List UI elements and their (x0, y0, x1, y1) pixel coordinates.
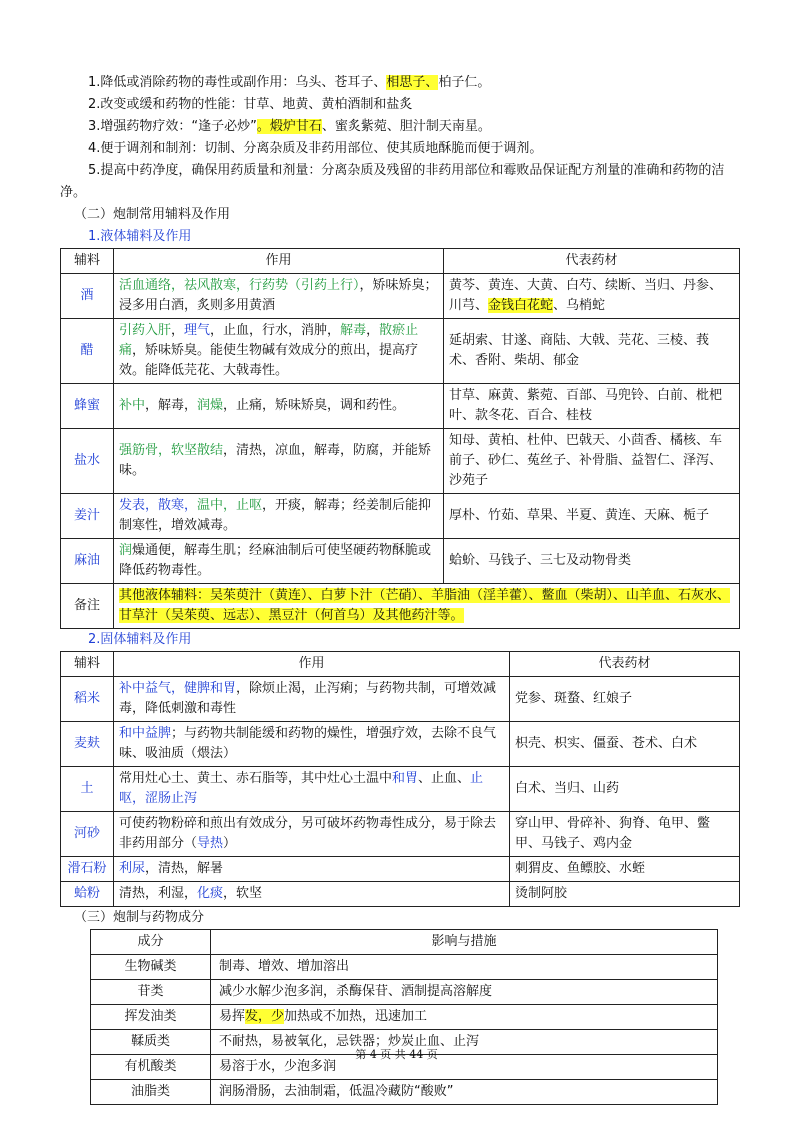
row-text: 不耐热，易被氧化，忌铁器；炒炭止血、止泻 (211, 1030, 718, 1055)
row-name: 河砂 (61, 812, 114, 857)
row-effect: 补中益气，健脾和胃，除烦止渴，止泻痢；与药物共制，可增效减毒，降低刺激和毒性 (114, 677, 510, 722)
table-header-row (91, 930, 718, 955)
row-name: 有机酸类 (91, 1055, 211, 1080)
header-cell: 辅料 (61, 652, 114, 677)
row-name: 麻油 (61, 539, 114, 584)
intro-item-4: 4.便于调剂和制剂：切制、分离杂质及非药用部位、使其质地酥脆而便于调剂。 (88, 141, 543, 156)
table-row (61, 812, 740, 857)
row-herbs: 知母、黄柏、杜仲、巴戟天、小茴香、橘核、车前子、砂仁、菟丝子、补骨脂、益智仁、泽泻、沙苑子 (444, 429, 740, 494)
table-row (61, 882, 740, 907)
row-effect: 清热，利湿，化痰，软坚 (114, 882, 510, 907)
row-name: 蛤粉 (61, 882, 114, 907)
highlight: 金钱白花蛇 (488, 298, 554, 313)
row-herbs: 党参、斑蝥、红娘子 (510, 677, 740, 722)
row-herbs: 枳壳、枳实、僵蚕、苍术、白术 (510, 722, 740, 767)
row-effect: 引药入肝，理气，止血，行水，消肿，解毒，散瘀止痛，矫味矫臭。能使生物碱有效成分的煎出，提高疗效。能降低芫花、大戟毒性。 (114, 319, 444, 384)
table-row (61, 274, 740, 319)
section-3-title: （三）炮制与药物成分 (74, 910, 205, 925)
row-name: 蜂蜜 (61, 384, 114, 429)
row-name: 醋 (61, 319, 114, 384)
row-name: 挥发油类 (91, 1005, 211, 1030)
header-cell: 辅料 (61, 249, 114, 274)
components-table (90, 929, 718, 1105)
table-row (61, 767, 740, 812)
row-effect: 补中，解毒，润燥，止痛，矫味矫臭，调和药性。 (114, 384, 444, 429)
row-herbs: 甘草、麻黄、紫菀、百部、马兜铃、白前、枇杷叶、款冬花、百合、桂枝 (444, 384, 740, 429)
row-name: 盐水 (61, 429, 114, 494)
table-row (61, 857, 740, 882)
row-effect: 活血通络，祛风散寒，行药势（引药上行），矫味矫臭；浸多用白酒，炙则多用黄酒 (114, 274, 444, 319)
row-effect: 发表，散寒，温中，止呕，开痰，解毒；经姜制后能抑制寒性，增效减毒。 (114, 494, 444, 539)
liquid-table (60, 248, 740, 629)
table-note-row (61, 584, 740, 629)
row-herbs: 蛤蚧、马钱子、三七及动物骨类 (444, 539, 740, 584)
table-row (61, 384, 740, 429)
row-name: 土 (61, 767, 114, 812)
row-herbs: 烫制阿胶 (510, 882, 740, 907)
header-cell: 影响与措施 (211, 930, 718, 955)
section-2-title: （二）炮制常用辅料及作用 (74, 207, 231, 222)
row-herbs: 延胡索、甘遂、商陆、大戟、芫花、三棱、莪术、香附、柴胡、郁金 (444, 319, 740, 384)
table-row (91, 1080, 718, 1105)
row-herbs: 厚朴、竹茹、草果、半夏、黄连、天麻、栀子 (444, 494, 740, 539)
intro-item-5: 5.提高中药净度，确保用药质量和剂量：分离杂质及残留的非药用部位和霉败品保证配方剂量的准确和药物的洁净。 (60, 163, 725, 200)
row-effect: 利尿，清热，解暑 (114, 857, 510, 882)
row-herbs: 黄芩、黄连、大黄、白芍、续断、当归、丹参、川芎、金钱白花蛇、乌梢蛇 (444, 274, 740, 319)
row-text: 易溶于水，少泡多润 (211, 1055, 718, 1080)
row-effect: 润燥通便，解毒生肌；经麻油制后可使坚硬药物酥脆或降低药物毒性。 (114, 539, 444, 584)
row-name: 稻米 (61, 677, 114, 722)
row-name: 麦麸 (61, 722, 114, 767)
row-name: 鞣质类 (91, 1030, 211, 1055)
table-row (91, 1005, 718, 1030)
liquid-subtitle: 1.液体辅料及作用 (88, 229, 192, 244)
header-cell: 作用 (114, 249, 444, 274)
header-cell: 成分 (91, 930, 211, 955)
table-row (61, 494, 740, 539)
row-effect: 和中益脾；与药物共制能缓和药物的燥性，增强疗效，去除不良气味、吸油质（煨法） (114, 722, 510, 767)
header-cell: 作用 (114, 652, 510, 677)
table-row (91, 980, 718, 1005)
row-text: 润肠滑肠，去油制霜，低温冷藏防“酸败” (211, 1080, 718, 1105)
highlight: 。煅炉甘石 (256, 119, 322, 134)
table-row (61, 539, 740, 584)
page-footer: 第 4 页 共 44 页 (355, 1048, 438, 1061)
intro-item-3: 3.增强药物疗效：“逢子必炒”。煅炉甘石、蜜炙紫菀、胆汁制天南星。 (88, 119, 491, 134)
row-text: 制毒、增效、增加溶出 (211, 955, 718, 980)
table-row (61, 429, 740, 494)
intro-item-1: 1.降低或消除药物的毒性或副作用：乌头、苍耳子、相思子、柏子仁。 (88, 75, 491, 90)
row-effect: 常用灶心土、黄土、赤石脂等，其中灶心土温中和胃、止血、止呕，涩肠止泻 (114, 767, 510, 812)
solid-table (60, 651, 740, 907)
row-name: 苷类 (91, 980, 211, 1005)
note-text (114, 584, 740, 629)
document-page (60, 72, 740, 1105)
table-row (61, 319, 740, 384)
highlight: 其他液体辅料：吴茱萸汁（黄连）、白萝卜汁（芒硝）、羊脂油（淫羊藿）、鳖血（柴胡）、山羊血、石灰水、甘草汁（吴茱萸、远志）、黑豆汁（何首乌）及其他药汁等。 (119, 588, 731, 623)
table-row (91, 955, 718, 980)
row-text: 减少水解少泡多润，杀酶保苷、酒制提高溶解度 (211, 980, 718, 1005)
header-cell: 代表药材 (444, 249, 740, 274)
row-text: 易挥发，少加热或不加热，迅速加工 (211, 1005, 718, 1030)
header-cell: 代表药材 (510, 652, 740, 677)
row-herbs: 白术、当归、山药 (510, 767, 740, 812)
row-name: 姜汁 (61, 494, 114, 539)
row-name: 生物碱类 (91, 955, 211, 980)
table-row (61, 677, 740, 722)
table-row (61, 722, 740, 767)
row-effect: 可使药物粉碎和煎出有效成分，另可破坏药物毒性成分，易于除去非药用部分（导热） (114, 812, 510, 857)
intro-item-2: 2.改变或缓和药物的性能：甘草、地黄、黄柏酒制和盐炙 (88, 97, 413, 112)
row-herbs: 穿山甲、骨碎补、狗脊、龟甲、鳖甲、马钱子、鸡内金 (510, 812, 740, 857)
row-name: 油脂类 (91, 1080, 211, 1105)
row-name: 滑石粉 (61, 857, 114, 882)
note-label: 备注 (61, 584, 114, 629)
highlight: 发，少 (245, 1009, 285, 1024)
table-header-row (61, 249, 740, 274)
solid-subtitle: 2.固体辅料及作用 (88, 632, 192, 647)
highlight: 相思子、 (386, 75, 439, 90)
table-header-row (61, 652, 740, 677)
row-effect: 强筋骨，软坚散结，清热，凉血，解毒，防腐，并能矫味。 (114, 429, 444, 494)
row-herbs: 刺猬皮、鱼鳔胶、水蛭 (510, 857, 740, 882)
row-name: 酒 (61, 274, 114, 319)
